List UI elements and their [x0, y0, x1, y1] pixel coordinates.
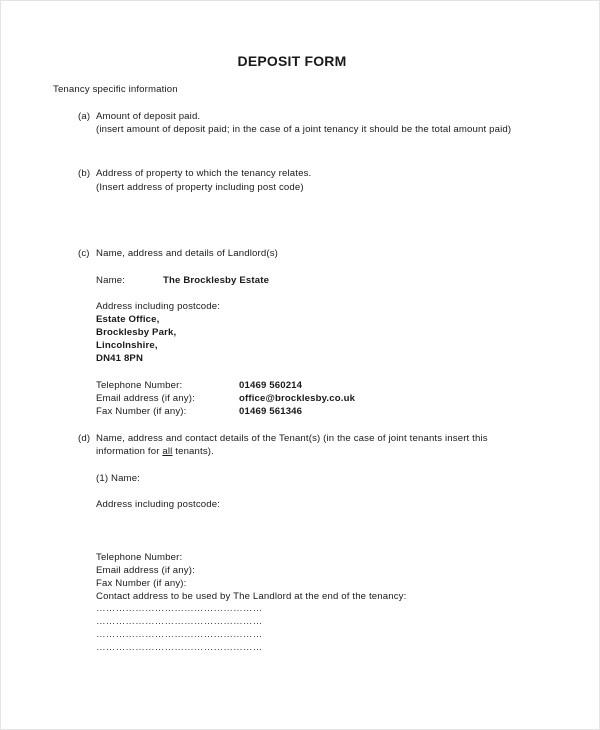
intro-heading: Tenancy specific information: [53, 84, 178, 95]
section-d-line2-underlined: all: [162, 446, 173, 457]
section-b-line1: Address of property to which the tenancy relates.: [96, 168, 312, 179]
section-d-line2-post: tenants).: [172, 446, 214, 457]
section-b-line2: (Insert address of property including post code): [96, 182, 304, 193]
landlord-name-label: Name:: [96, 275, 126, 286]
landlord-address-label: Address including postcode:: [96, 301, 221, 312]
section-a-line1: Amount of deposit paid.: [96, 111, 201, 122]
section-d-line2: [96, 445, 214, 458]
landlord-address-line: Brocklesby Park,: [96, 327, 177, 338]
section-c-line1: Name, address and details of Landlord(s): [96, 248, 278, 259]
dotted-line: ……………………………………………: [96, 629, 263, 640]
dotted-line: ……………………………………………: [96, 616, 263, 627]
section-a-line2: (insert amount of deposit paid; in the case of a joint tenancy it should be the total amount paid): [96, 124, 512, 135]
landlord-name-value: The Brocklesby Estate: [163, 275, 270, 286]
dotted-line: ……………………………………………: [96, 642, 263, 653]
section-d-line2-pre: information for: [96, 446, 163, 457]
section-d-line1: Name, address and contact details of the Tenant(s) (in the case of joint tenants insert this: [96, 433, 488, 444]
landlord-phone-label: Telephone Number:: [96, 380, 183, 391]
tenant-email-label: Email address (if any):: [96, 565, 195, 576]
landlord-address-line: Lincolnshire,: [96, 340, 158, 351]
page-title: DEPOSIT FORM: [237, 53, 347, 69]
section-b-marker: (b): [78, 168, 91, 179]
tenant-contact-label: Contact address to be used by The Landlord at the end of the tenancy:: [96, 591, 407, 602]
dotted-line: ……………………………………………: [96, 603, 263, 614]
landlord-address-line: Estate Office,: [96, 314, 160, 325]
landlord-phone-value: 01469 560214: [239, 380, 303, 391]
section-a-marker: (a): [78, 111, 91, 122]
landlord-email-value: office@brocklesby.co.uk: [239, 393, 356, 404]
landlord-address-line: DN41 8PN: [96, 353, 144, 364]
tenant-fax-label: Fax Number (if any):: [96, 578, 187, 589]
landlord-email-label: Email address (if any):: [96, 393, 195, 404]
landlord-fax-label: Fax Number (if any):: [96, 406, 187, 417]
tenant-phone-label: Telephone Number:: [96, 552, 183, 563]
tenant-address-label: Address including postcode:: [96, 499, 221, 510]
section-c-marker: (c): [78, 248, 90, 259]
tenant-name-label: (1) Name:: [96, 473, 140, 484]
landlord-fax-value: 01469 561346: [239, 406, 303, 417]
section-d-marker: (d): [78, 433, 91, 444]
